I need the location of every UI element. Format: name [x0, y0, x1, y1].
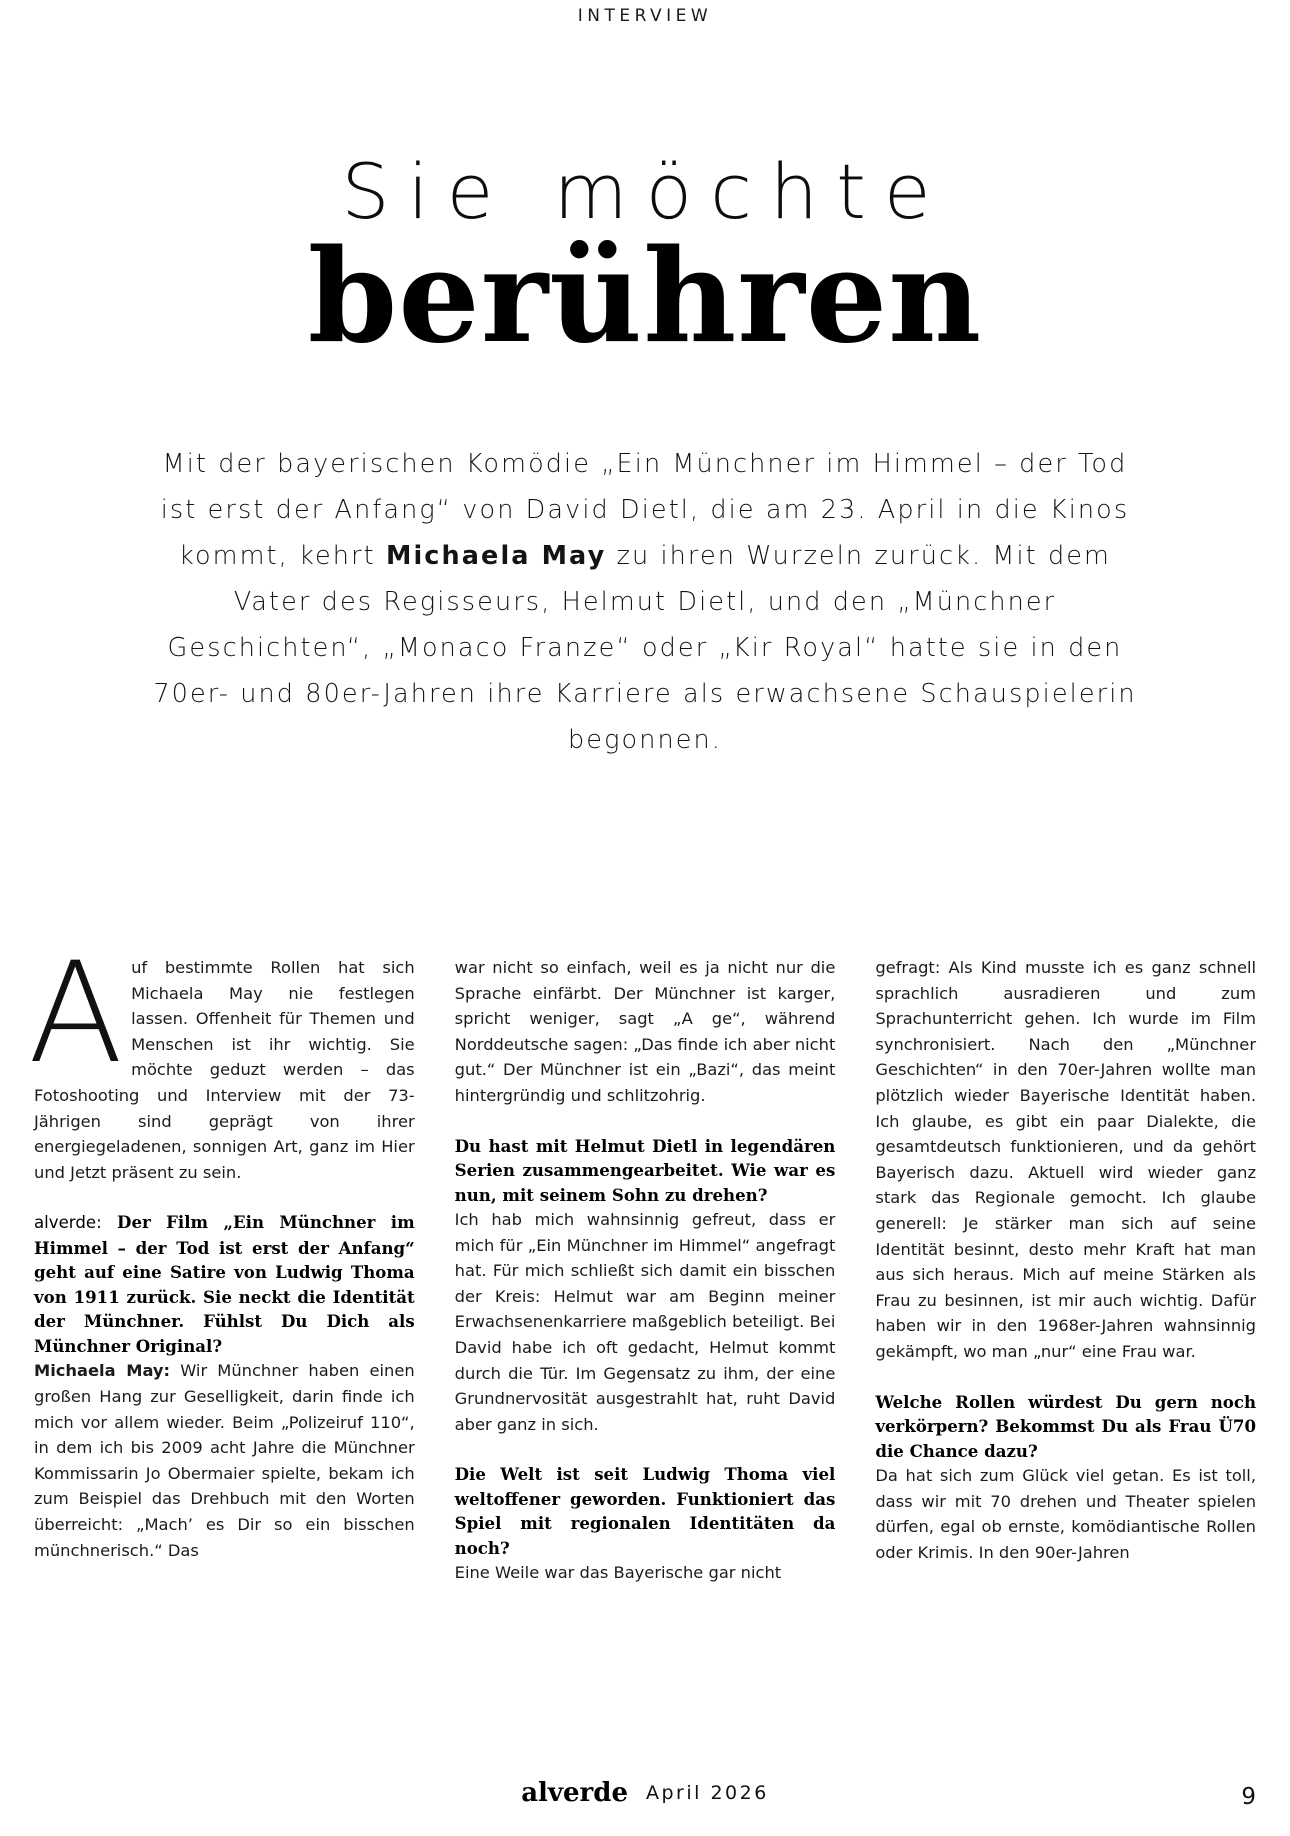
intro-paragraph — [28, 932, 415, 1185]
standfirst-part-1: Mit der bayerischen Komödie „Ein Münchner im Himmel – der Tod ist erst der Anfang“ von David Dietl, die am 23. April in die Kinos kommt, kehrt — [160, 448, 1130, 571]
headline-line-2: berühren — [307, 222, 983, 372]
paragraph-spacer — [455, 1109, 836, 1134]
answer-1-continued: war nicht so einfach, weil es ja nicht nur die Sprache einfärbt. Der Münchner ist karger, spricht weniger, sagt „A ge“, während Norddeutsche sagen: „Das finde ich aber nicht gut.“ Der Münchner ist ein „Bazi“, das meint hintergründig und schlitzohrig. — [454, 958, 836, 1105]
column-2 — [455, 955, 836, 1586]
answer-2: Ich hab mich wahnsinnig gefreut, dass er mich für „Ein Münchner im Himmel“ angefragt hat. Für mich schließt sich damit ein bisschen der Kreis: Helmut war am Beginn meiner Erwachsenenkarriere maßgeblich beteiligt. Bei David habe ich oft gedacht, Helmut kommt durch die Tür. Im Gegensatz zu ihm, der eine Grundnervosität ausgestrahlt hat, ruht David aber ganz in sich. — [454, 1210, 836, 1434]
standfirst-part-2: zu ihren Wurzeln zurück. Mit dem Vater des Regisseurs, Helmut Dietl, und den „Münchner Geschichten“, „Monaco Franze“ oder „Kir Royal“ hatte sie in den 70er- und 80er-Jahren ihre Karriere als erwachsene Schauspielerin begonnen. — [153, 540, 1137, 755]
footer-center — [0, 1778, 1290, 1808]
answer-1-text: Wir Münchner haben einen großen Hang zur Geselligkeit, darin finde ich mich vor allem wieder. Beim „Polizeiruf 110“, in dem ich bis 2009 acht Jahre die Münchner Kommissarin Jo Obermaier spielte, bekam ich zum Beispiel das Drehbuch mit den Worten überreicht: „Mach’ es Dir so ein bisschen münchnerisch.“ Das — [34, 1361, 415, 1560]
paragraph-spacer — [34, 1185, 415, 1210]
standfirst-highlight-name: Michaela May — [385, 540, 607, 571]
magazine-brand: alverde — [521, 1778, 628, 1808]
question-3: Die Welt ist seit Ludwig Thoma viel weltoffener geworden. Funktioniert das Spiel mit regionalen Identitäten da noch? — [454, 1464, 836, 1558]
answer-3: Eine Weile war das Bayerische gar nicht — [454, 1563, 782, 1583]
article-columns — [28, 932, 1257, 1586]
intro-text: uf bestimmte Rollen hat sich Michaela May nie festlegen lassen. Offenheit für Themen und Menschen ist ihr wichtig. Sie möchte geduzt werden – das Fotoshooting und Interview mit der 73-Jährigen sind geprägt von ihrer energiegeladenen, sonnigen Art, ganz im Hier und Jetzt präsent zu sein. — [34, 958, 415, 1182]
speaker-label: Michaela May: — [34, 1361, 171, 1381]
question-4: Welche Rollen würdest Du gern noch verkörpern? Bekommst Du als Frau Ü70 die Chance dazu? — [875, 1391, 1257, 1461]
question-1 — [34, 1210, 415, 1358]
standfirst — [140, 441, 1150, 763]
column-1 — [28, 932, 415, 1586]
page-number: 9 — [1241, 1784, 1256, 1810]
issue-date: April 2026 — [645, 1782, 769, 1804]
answer-4: Da hat sich zum Glück viel getan. Es ist toll, dass wir mit 70 drehen und Theater spielen dürfen, egal ob ernste, komödiantische Rollen oder Krimis. In den 90er-Jahren — [875, 1466, 1257, 1562]
section-kicker: INTERVIEW — [577, 6, 713, 26]
question-1-text: Der Film „Ein Münchner im Himmel – der Tod ist erst der Anfang“ geht auf eine Satire von Ludwig Thoma von 1911 zurück. Sie neckt die Identität der Münchner. Fühlst Du Dich als Münchner Original? — [34, 1212, 415, 1356]
answer-1 — [34, 1358, 415, 1563]
headline — [0, 147, 1290, 372]
drop-cap: A — [28, 932, 124, 1094]
answer-3-continued: gefragt: Als Kind musste ich es ganz schnell sprachlich ausradieren und zum Sprachunterricht gehen. Ich wurde im Film synchronisiert. Nach den „Münchner Geschichten“ in den 70er-Jahren wollte man plötzlich wieder Bayerische Identität haben. Ich glaube, es gibt ein paar Dialekte, die gesamtdeutsch funktionieren, und da gehört Bayerisch dazu. Aktuell wird wieder ganz stark das Regionale gemocht. Ich glaube generell: Je stärker man sich auf seine Identität besinnt, desto mehr Kraft hat man aus sich heraus. Mich auf meine Stärken als Frau zu besinnen, ist mir auch wichtig. Dafür haben wir in den 1968er-Jahren wahnsinnig gekämpft, wo man „nur“ eine Frau war. — [875, 958, 1257, 1361]
paragraph-spacer — [455, 1437, 836, 1462]
question-2: Du hast mit Helmut Dietl in legendären Serien zusammengearbeitet. Wie war es nun, mit seinem Sohn zu drehen? — [454, 1135, 836, 1205]
headline-line-1: Sie möchte — [341, 147, 949, 236]
page-footer — [0, 1772, 1290, 1812]
paragraph-spacer — [875, 1365, 1256, 1390]
interviewer-label: alverde: — [34, 1213, 102, 1233]
column-3 — [875, 955, 1256, 1586]
